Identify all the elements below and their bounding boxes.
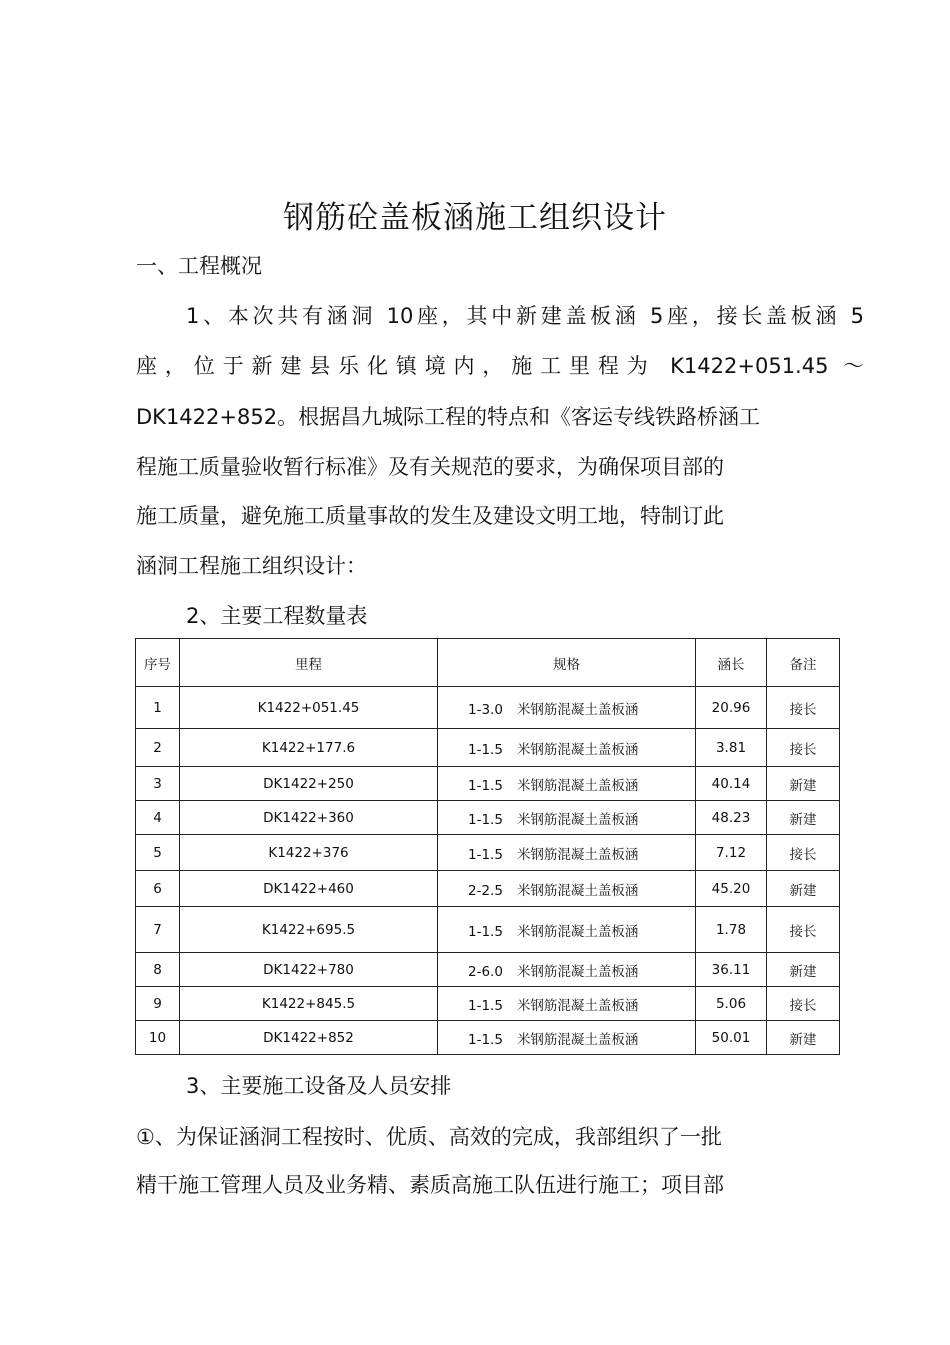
- spec-size: 1-1.5: [468, 1031, 503, 1048]
- cell-spec: [438, 767, 696, 801]
- cell-note: 新建: [767, 1021, 840, 1055]
- table-row: [136, 729, 840, 767]
- table-row: [136, 1021, 840, 1055]
- cell-spec: [438, 729, 696, 767]
- cell-mileage: K1422+051.45: [180, 687, 438, 729]
- cell-note: 新建: [767, 801, 840, 835]
- cell-note: 新建: [767, 767, 840, 801]
- section-heading-overview: 一、工程概况: [136, 254, 262, 278]
- cell-length: 40.14: [696, 767, 767, 801]
- cell-mileage: DK1422+250: [180, 767, 438, 801]
- cell-no: 4: [136, 801, 180, 835]
- spec-size: 1-1.5: [468, 846, 503, 863]
- cell-note: 接长: [767, 907, 840, 953]
- cell-length: 48.23: [696, 801, 767, 835]
- spec-type: 米钢筋混凝土盖板涵: [516, 1031, 639, 1048]
- spec-size: 2-6.0: [468, 963, 503, 980]
- cell-no: 5: [136, 835, 180, 871]
- paragraph-line: 施工质量，避免施工质量事故的发生及建设文明工地，特制订此: [136, 504, 724, 528]
- cell-no: 8: [136, 953, 180, 987]
- cell-no: 6: [136, 871, 180, 907]
- cell-spec: [438, 871, 696, 907]
- document-title: 钢筋砼盖板涵施工组织设计: [283, 200, 667, 236]
- cell-mileage: K1422+695.5: [180, 907, 438, 953]
- cell-note: 新建: [767, 953, 840, 987]
- table-row: [136, 801, 840, 835]
- cell-mileage: K1422+376: [180, 835, 438, 871]
- spec-size: 1-1.5: [468, 811, 503, 828]
- spec-type: 米钢筋混凝土盖板涵: [516, 963, 639, 980]
- equipment-heading: 3、主要施工设备及人员安排: [186, 1074, 452, 1098]
- cell-mileage: K1422+845.5: [180, 987, 438, 1021]
- cell-no: 9: [136, 987, 180, 1021]
- spec-size: 2-2.5: [468, 882, 503, 899]
- header-no: 序号: [136, 639, 180, 687]
- cell-length: 5.06: [696, 987, 767, 1021]
- cell-spec: [438, 801, 696, 835]
- spec-size: 1-1.5: [468, 997, 503, 1014]
- paragraph-line: ①、为保证涵洞工程按时、优质、高效的完成，我部组织了一批: [136, 1125, 722, 1149]
- cell-no: 10: [136, 1021, 180, 1055]
- table-row: [136, 987, 840, 1021]
- spec-type: 米钢筋混凝土盖板涵: [516, 811, 639, 828]
- cell-spec: [438, 907, 696, 953]
- spec-size: 1-1.5: [468, 777, 503, 794]
- table-row: [136, 835, 840, 871]
- spec-type: 米钢筋混凝土盖板涵: [516, 741, 639, 758]
- header-note: 备注: [767, 639, 840, 687]
- cell-mileage: DK1422+360: [180, 801, 438, 835]
- paragraph-line: 座，位于新建县乐化镇境内，施工里程为 K1422+051.45 ～: [136, 354, 864, 378]
- cell-spec: [438, 987, 696, 1021]
- cell-note: 接长: [767, 835, 840, 871]
- cell-spec: [438, 835, 696, 871]
- cell-length: 45.20: [696, 871, 767, 907]
- table-row: [136, 953, 840, 987]
- cell-mileage: DK1422+852: [180, 1021, 438, 1055]
- spec-type: 米钢筋混凝土盖板涵: [516, 882, 639, 899]
- cell-spec: [438, 1021, 696, 1055]
- table-row: [136, 687, 840, 729]
- spec-type: 米钢筋混凝土盖板涵: [516, 846, 639, 863]
- table-row: [136, 871, 840, 907]
- spec-size: 1-1.5: [468, 923, 503, 940]
- paragraph-line: 涵洞工程施工组织设计：: [136, 554, 367, 578]
- cell-mileage: DK1422+780: [180, 953, 438, 987]
- paragraph-line: 精干施工管理人员及业务精、素质高施工队伍进行施工；项目部: [136, 1173, 724, 1197]
- cell-note: 接长: [767, 987, 840, 1021]
- paragraph-line: 程施工质量验收暂行标准》及有关规范的要求，为确保项目部的: [136, 455, 724, 479]
- cell-spec: [438, 953, 696, 987]
- spec-type: 米钢筋混凝土盖板涵: [516, 777, 639, 794]
- cell-note: 接长: [767, 687, 840, 729]
- cell-length: 7.12: [696, 835, 767, 871]
- table-header-row: [136, 639, 840, 687]
- cell-note: 接长: [767, 729, 840, 767]
- table-row: [136, 907, 840, 953]
- table-row: [136, 767, 840, 801]
- header-mileage: 里程: [180, 639, 438, 687]
- spec-size: 1-3.0: [468, 701, 503, 718]
- spec-type: 米钢筋混凝土盖板涵: [516, 701, 639, 718]
- paragraph-line: DK1422+852。根据昌九城际工程的特点和《客运专线铁路桥涵工: [136, 405, 761, 429]
- cell-mileage: DK1422+460: [180, 871, 438, 907]
- quantity-table: [135, 638, 840, 1055]
- cell-length: 3.81: [696, 729, 767, 767]
- cell-note: 新建: [767, 871, 840, 907]
- cell-no: 2: [136, 729, 180, 767]
- cell-length: 36.11: [696, 953, 767, 987]
- cell-mileage: K1422+177.6: [180, 729, 438, 767]
- cell-spec: [438, 687, 696, 729]
- header-length: 涵长: [696, 639, 767, 687]
- cell-no: 3: [136, 767, 180, 801]
- cell-length: 1.78: [696, 907, 767, 953]
- cell-no: 1: [136, 687, 180, 729]
- header-spec: 规格: [438, 639, 696, 687]
- spec-type: 米钢筋混凝土盖板涵: [516, 923, 639, 940]
- paragraph-line: 1、本次共有涵洞 10座，其中新建盖板涵 5座，接长盖板涵 5: [186, 304, 864, 328]
- cell-length: 20.96: [696, 687, 767, 729]
- cell-no: 7: [136, 907, 180, 953]
- cell-length: 50.01: [696, 1021, 767, 1055]
- table-heading: 2、主要工程数量表: [186, 604, 368, 628]
- spec-size: 1-1.5: [468, 741, 503, 758]
- spec-type: 米钢筋混凝土盖板涵: [516, 997, 639, 1014]
